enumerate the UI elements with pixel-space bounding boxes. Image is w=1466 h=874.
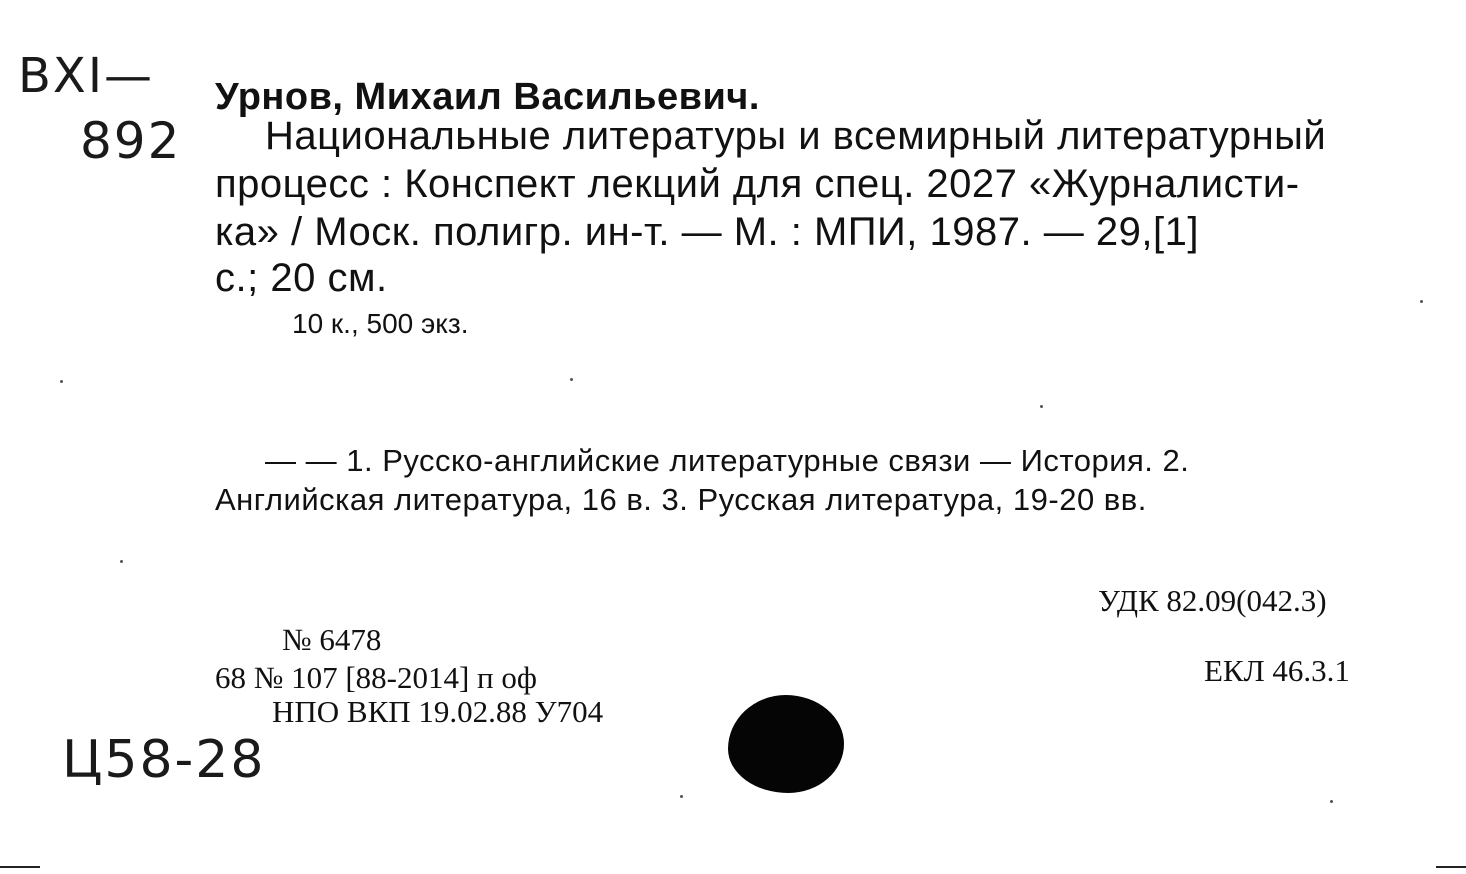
- title-line-1: Национальные литературы и всемирный литературный: [265, 114, 1327, 158]
- udk-code: УДК 82.09(042.3): [1098, 583, 1327, 618]
- subject-tracings-line1: — — 1. Русско-английские литературные связи — История. 2.: [265, 443, 1190, 478]
- scan-speck: [1330, 800, 1333, 803]
- scan-speck: [570, 378, 573, 381]
- handwritten-shelfmark-line2: 892: [80, 112, 182, 170]
- handwritten-inventory-mark: Ц58-28: [62, 730, 266, 790]
- handwritten-shelfmark-line1: ВXI—: [18, 48, 154, 104]
- ink-blot: [728, 695, 844, 793]
- scan-speck: [1040, 405, 1043, 408]
- scan-speck: [120, 560, 123, 563]
- title-line-3: ка» / Моск. полигр. ин-т. — М. : МПИ, 1987. — 29,[1]: [215, 210, 1199, 254]
- scan-speck: [60, 380, 63, 383]
- scan-speck: [1420, 300, 1423, 303]
- print-order-line: 68 № 107 [88-2014] п оф: [215, 660, 537, 695]
- price-print-run: 10 к., 500 экз.: [292, 308, 469, 339]
- scan-speck: [680, 795, 683, 798]
- bottom-edge-left: [0, 866, 40, 868]
- title-line-2: процесс : Конспект лекций для спец. 2027 «Журналисти-: [215, 162, 1300, 206]
- publisher-line: НПО ВКП 19.02.88 У704: [272, 694, 604, 729]
- ekl-code: ЕКЛ 46.3.1: [1204, 653, 1350, 688]
- bottom-edge-right: [1436, 866, 1466, 868]
- title-line-4: с.; 20 см.: [215, 256, 388, 300]
- card-number: № 6478: [282, 622, 382, 657]
- subject-tracings-line2: Английская литература, 16 в. 3. Русская литература, 19-20 вв.: [215, 482, 1147, 517]
- author-heading: Урнов, Михаил Васильевич.: [215, 76, 760, 118]
